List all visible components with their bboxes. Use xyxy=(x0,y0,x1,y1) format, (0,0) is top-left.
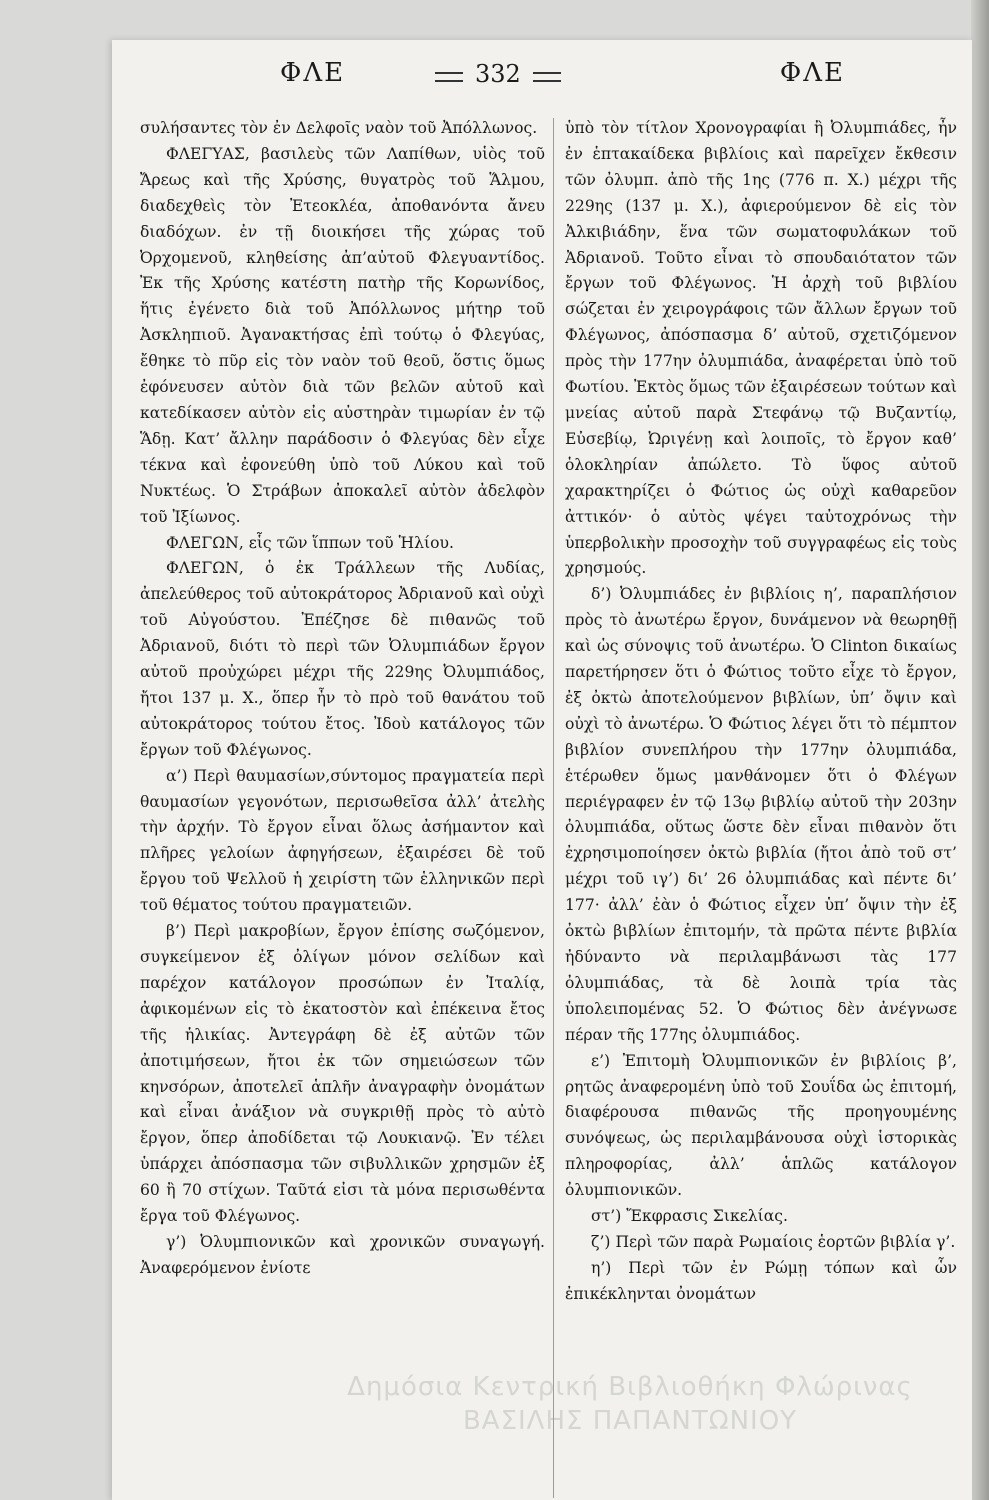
entry-phlegyas: ΦΛΕΓΥΑΣ, βασιλεὺς τῶν Λαπίθων, υἱὸς τοῦ Ἄρεως καὶ τῆς Χρύσης, θυγατρὸς τοῦ Ἅλμου, διαδεχθεὶς τὸν Ἐτεοκλέα, ἀποθανόντα ἄνευ διαδόχων. ἐν τῇ διοικήσει τῆς χώρας τοῦ Ὀρχομενοῦ, κληθείσης ἀπ’αὐτοῦ Φλεγυαντίδος. Ἐκ τῆς Χρύσης κατέστη πατὴρ τῆς Κορωνίδος, ἥτις ἐγένετο διὰ τοῦ Ἀπόλλωνος μήτηρ τοῦ Ἀσκληπιοῦ. Ἀγανακτήσας ἐπὶ τούτῳ ὁ Φλεγύας, ἔθηκε τὸ πῦρ εἰς τὸν ναὸν τοῦ θεοῦ, ὅστις ὅμως ἐφόνευσεν αὐτὸν διὰ τῶν βελῶν αὐτοῦ καὶ κατεδίκασεν αὐτὸν εἰς αὐστηρὰν τιμωρίαν ἐν τῷ Ἅδῃ. Κατ’ ἄλλην παράδοσιν ὁ Φλεγύας δὲν εἶχε τέκνα καὶ ἐφονεύθη ὑπὸ τοῦ Λύκου καὶ τοῦ Νυκτέως. Ὁ Στράβων ἀποκαλεῖ αὐτὸν ἀδελφὸν τοῦ Ἰξίωνος. xyxy=(140,144,545,526)
right-column xyxy=(565,116,957,1308)
header-left-keyword: ΦΛΕ xyxy=(280,58,346,88)
page-number: 332 xyxy=(475,60,521,88)
entry-phlegon-horse: ΦΛΕΓΩΝ, εἷς τῶν ἵππων τοῦ Ἡλίου. xyxy=(166,533,454,552)
work-item-b: β’) Περὶ μακροβίων, ἔργον ἐπίσης σωζόμενον, συγκείμενον ἐξ ὀλίγων μόνον σελίδων καὶ παρέχον κατάλογον προσώπων ἐν Ἰταλίᾳ, ἀφικομένων εἰς τὸ ἑκατοστὸν καὶ ἐπέκεινα ἔτος τῆς ἡλικίας. Ἀντεγράφη δὲ ἐξ αὐτῶν τῶν ἀποτιμήσεων, ἤτοι ἐκ τῶν σημειώσεων τῶν κηνσόρων, ἀποτελεῖ ἁπλῆν ἀναγραφὴν ὀνομάτων καὶ εἶναι ἀνάξιον νὰ συγκριθῇ πρὸς τὸ αὐτὸ ἔργον, ὅπερ ἀποδίδεται τῷ Λουκιανῷ. Ἐν τέλει ὑπάρχει ἀπόσπασμα τῶν σιβυλλικῶν χρησμῶν ἐξ 60 ἢ 70 στίχων. Ταῦτά εἰσι τὰ μόνα περισωθέντα ἔργα τοῦ Φλέγωνος. xyxy=(140,922,545,1226)
work-item-z: ζ’) Περὶ τῶν παρὰ Ρωμαίοις ἑορτῶν βιβλία γ’. xyxy=(591,1232,956,1251)
work-item-st: στ’) Ἔκφρασις Σικελίας. xyxy=(591,1207,788,1226)
left-column xyxy=(140,116,545,1282)
work-item-h: η’) Περὶ τῶν ἐν Ρώμῃ τόπων καὶ ὧν ἐπικέκληνται ὀνομάτων xyxy=(565,1258,957,1303)
paragraph-continuation: συλήσαντες τὸν ἐν Δελφοῖς ναὸν τοῦ Ἀπόλλωνος. xyxy=(140,119,538,137)
work-item-a: α’) Περὶ θαυμασίων,σύντομος πραγματεία περὶ θαυμασίων γεγονότων, περισωθεῖσα ἀλλ’ ἀτελὴς τὴν ἀρχήν. Τὸ ἔργον εἶναι ὅλως ἀσήμαντον καὶ πλῆρες γελοίων ἀφηγήσεων, ἐξαιρέσει δὲ τοῦ ἔργου τοῦ Ψελλοῦ ἡ χειρίστη τῶν ἑλληνικῶν περὶ τοῦ θέματος τούτου πραγματειῶν. xyxy=(140,766,545,915)
work-item-c: γ’) Ὀλυμπιονικῶν καὶ χρονικῶν συναγωγή. Ἀναφερόμενον ἐνίοτε xyxy=(140,1232,545,1277)
running-header xyxy=(130,58,865,98)
book-page-edge xyxy=(971,0,989,1500)
work-item-c-continued: ὑπὸ τὸν τίτλον Χρονογραφίαι ἢ Ὀλυμπιάδες, ἦν ἐν ἑπτακαίδεκα βιβλίοις καὶ παρεῖχεν ἔκθεσιν τῶν ὀλυμπ. ἀπὸ τῆς 1ης (776 π. Χ.) μέχρι τῆς 229ης (137 μ. Χ.), ἀφιερούμενον δὲ εἰς τὸν Ἀλκιβιάδην, ἕνα τῶν σωματοφυλάκων τοῦ Ἀδριανοῦ. Τοῦτο εἶναι τὸ σπουδαιότατον τῶν ἔργων τοῦ Φλέγωνος. Ἡ ἀρχὴ τοῦ βιβλίου σώζεται ἐν χειρογράφοις τῶν ἄλλων ἔργων τοῦ Φλέγωνος, ἀπόσπασμα δ’ αὐτοῦ, σχετιζόμενον πρὸς τὴν 177ην ὀλυμπιάδα, ἀναφέρεται ὑπὸ τοῦ Φωτίου. Ἐκτὸς ὅμως τῶν ἐξαιρέσεων τούτων καὶ μνείας αὐτοῦ παρὰ Στεφάνῳ τῷ Βυζαντίῳ, Εὐσεβίῳ, Ὠριγένῃ καὶ λοιποῖς, τὸ ἔργον καθ’ ὁλοκληρίαν ἀπώλετο. Τὸ ὕφος αὐτοῦ χαρακτηρίζει ὁ Φώτιος ὡς οὐχὶ καθαρεῦον ἀττικόν· ὁ αὐτὸς ψέγει ταὐτοχρόνως τὴν ὑπερβολικὴν προσοχὴν τοῦ συγγραφέως εἰς τοὺς χρησμούς. xyxy=(565,119,957,578)
column-divider xyxy=(553,118,554,1498)
header-right-keyword: ΦΛΕ xyxy=(779,58,845,88)
entry-phlegon-tralles: ΦΛΕΓΩΝ, ὁ ἐκ Τράλλεων τῆς Λυδίας, ἀπελεύθερος τοῦ αὐτοκράτορος Ἀδριανοῦ καὶ οὐχὶ τοῦ Αὐγούστου. Ἐπέζησε δὲ πιθανῶς τοῦ Ἀδριανοῦ, διότι τὸ περὶ τῶν Ὀλυμπιάδων ἔργον αὐτοῦ προὐχώρει μέχρι τῆς 229ης Ὀλυμπιάδος, ἤτοι 137 μ. Χ., ὅπερ ἦν τὸ πρὸ τοῦ θανάτου τοῦ αὐτοκράτορος τούτου ἔτος. Ἰδοὺ κατάλογος τῶν ἔργων τοῦ Φλέγωνος. xyxy=(140,559,545,759)
work-item-d: δ’) Ὀλυμπιάδες ἐν βιβλίοις η’, παραπλήσιον πρὸς τὸ ἀνωτέρω ἔργον, δυνάμενον νὰ θεωρηθῇ καὶ ὡς σύνοψις τοῦ ἀνωτέρω. Ὁ Clinton δικαίως παρετήρησεν ὅτι ὁ Φώτιος τοῦτο εἶχε τὸ ἔργον, ἐξ ὀκτὼ ἀποτελούμενον βιβλίων, ὑπ’ ὄψιν καὶ οὐχὶ τὸ ἀνωτέρω. Ὁ Φώτιος λέγει ὅτι τὸ πέμπτον βιβλίον συνεπλήρου τὴν 177ην ὀλυμπιάδα, ἑτέρωθεν ὅμως μανθάνομεν ὅτι ὁ Φλέγων περιέγραφεν ἐν τῷ 13ῳ βιβλίῳ αὐτοῦ τὴν 203ην ὀλυμπιάδα, οὕτως ὥστε δὲν εἶναι πιθανὸν ὅτι ἐχρησιμοποίησεν ὀκτὼ βιβλία (ἤτοι ἀπὸ τοῦ στ’ μέχρι τοῦ ιγ’) δι’ 26 ὀλυμπιάδας καὶ πέντε δι’ 177· ἀλλ’ ἐὰν ὁ Φώτιος εἶχεν ὑπ’ ὄψιν τὴν ἐξ ὀκτὼ βιβλίων ἐπιτομήν, τὰ πρῶτα πέντε βιβλία ἠδύναντο νὰ περιλαμβάνωσι τὰς 177 ὀλυμπιάδας, τὰ δὲ λοιπὰ τρία τὰς ὑπολειπομένας 52. Ὁ Φώτιος δὲν ἀνέγνωσε πέραν τῆς 177ης ὀλυμπιάδος. xyxy=(565,585,957,1044)
work-item-e: ε’) Ἐπιτομὴ Ὀλυμπιονικῶν ἐν βιβλίοις β’, ρητῶς ἀναφερομένη ὑπὸ τοῦ Σουΐδα ὡς ἐπιτομή, διαφέρουσα πιθανῶς τῆς προηγουμένης συνόψεως, ὡς περιλαμβάνουσα οὐχὶ ἱστορικὰς πληροφορίας, ἀλλ’ ἁπλῶς κατάλογον ὀλυμπιονικῶν. xyxy=(565,1051,957,1200)
library-watermark: Δημόσια Κεντρική Βιβλιοθήκη Φλώρινας ΒΑΣΙΛΗΣ ΠΑΠΑΝΤΩΝΙΟΥ xyxy=(347,1372,913,1436)
